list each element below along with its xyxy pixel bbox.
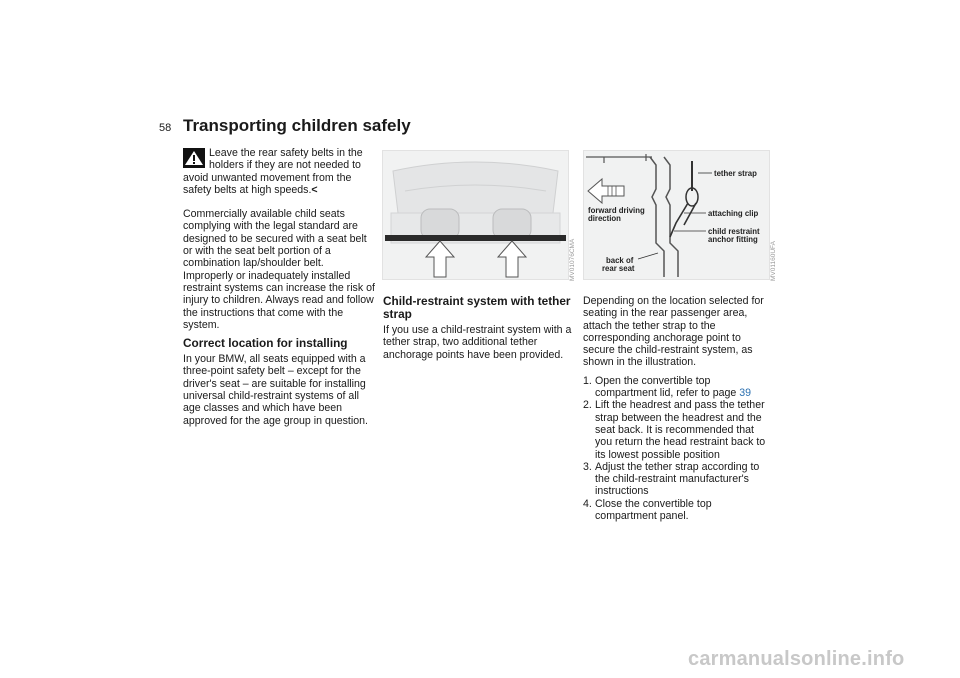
tether-anchor-diagram [584,151,769,279]
warning-block [183,147,375,172]
rear-seat-illustration [383,151,568,279]
right-headrest [493,209,531,239]
end-mark: < [311,183,318,196]
intro-paragraph: Commercially available child seats complying with the legal standard are designed to be secured with a seat belt or with the seat belt portion of a combination lap/shoulder belt. Improperly or inadequately installed restraint systems can increase the risk of injury to children. Always read and follow the instructions that come with the system. [183,208,375,331]
footer-watermark[interactable]: carmanualsonline.info [688,648,905,670]
steps-list [583,375,773,523]
label-back-1: back of [606,256,634,265]
warning-text: avoid unwanted movement from the safety belts at high speeds.< [183,171,352,196]
tether-anchor-figure [583,150,770,280]
step-2: 2. Lift the headrest and pass the tether strap between the headrest and the seat back. It is recommended that you return the head restraint back to its lowest possible position [583,399,766,461]
warning-line-2: holders if they are not needed to [209,159,361,172]
left-column [183,147,375,427]
label-tether-strap: tether strap [714,169,757,178]
label-attaching-clip: attaching clip [708,209,759,218]
right-column [583,295,773,522]
page-number: 58 [159,122,172,134]
label-back-2: rear seat [602,264,635,273]
section-heading-tether-strap: Child-restraint system with tether strap [383,294,571,321]
tether-instructions-intro: Depending on the location selected for seating in the rear passenger area, attach the tether strap to the corresponding anchorage point to secure the child-restraint system, as shown in the illustration. [583,295,764,369]
figure-code-right: MV01160UFA [770,241,777,281]
correct-location-body: In your BMW, all seats equipped with a three-point safety belt – except for the driver's seat – are suitable for installing universal child-restraint systems of all age classes and which have been approved for the age group in question. [183,353,368,427]
figure-code-left: MV01076CMA [569,238,576,281]
step-3: 3. Adjust the tether strap according to the child-restraint manufacturer's instructions [583,460,760,498]
label-forward-1: forward driving [588,206,645,215]
step-4: 4. Close the convertible top compartment panel. [583,497,712,523]
warning-icon [183,148,205,171]
step-1: 1. Open the convertible top compartment lid, refer to page 39 [583,374,752,400]
warning-line-1: Leave the rear safety belts in the [209,147,363,159]
page-title: Transporting children safely [183,116,411,135]
page-link-39[interactable]: 39 [739,387,752,400]
tether-strap-body: If you use a child-restraint system with a tether strap, two additional tether anchorage points have been provided. [383,324,572,361]
middle-column [383,295,575,361]
left-headrest [421,209,459,239]
label-anchor-1: child restraint [708,227,760,236]
label-forward-2: direction [588,214,621,223]
section-heading-correct-location: Correct location for installing [183,336,348,351]
label-anchor-2: anchor fitting [708,235,758,244]
rear-seat-figure [382,150,569,280]
